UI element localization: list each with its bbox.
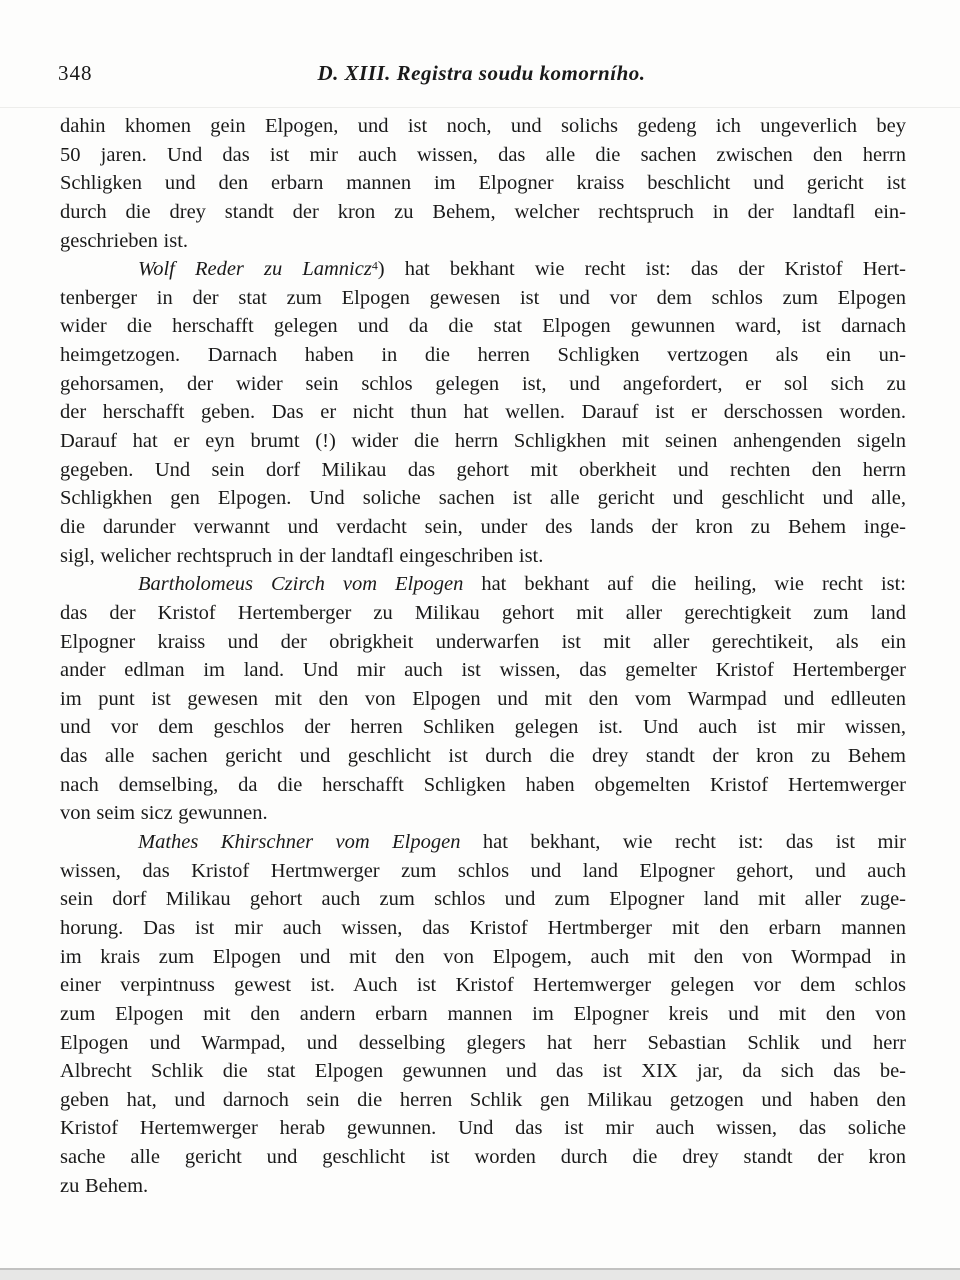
text-run: heimgetzogen. Darnach haben in die herren Schligken vertzogen als ein un- xyxy=(60,344,906,367)
text-run: sigl, welicher rechtspruch in der landtafl eingeschriben ist. xyxy=(60,544,544,567)
text-line xyxy=(60,1172,906,1201)
text-line xyxy=(60,198,906,227)
paragraph xyxy=(60,828,906,1200)
text-line xyxy=(60,1057,906,1086)
text-line xyxy=(60,312,906,341)
text-run: horung. Das ist mir auch wissen, das Kristof Hertmberger mit den erbarn mannen xyxy=(60,916,906,939)
text-line xyxy=(60,971,906,1000)
text-run: dahin khomen gein Elpogen, und ist noch, und solichs gedeng ich ungeverlich bey xyxy=(60,115,906,137)
text-run: zum Elpogen mit den andern erbarn mannen im Elpogner kreis und mit den von xyxy=(60,1002,906,1025)
text-line xyxy=(60,599,906,628)
text-line xyxy=(60,255,906,284)
text-line xyxy=(60,1114,906,1143)
text-line xyxy=(60,456,906,485)
text-line xyxy=(60,656,906,685)
text-run: das alle sachen gericht und geschlicht ist durch die drey standt der kron zu Behem xyxy=(60,745,906,768)
text-run: einer verpintnuss gewest ist. Auch ist Kristof Hertemwerger gelegen vor dem schlos xyxy=(60,974,906,997)
text-line xyxy=(60,513,906,542)
text-run: sache alle gericht und geschlicht ist worden durch die drey standt der kron xyxy=(60,1146,906,1169)
text-run: Elpogen und Warmpad, und desselbing glegers hat herr Sebastian Schlik und herr xyxy=(60,1031,906,1054)
text-run: von seim sicz gewunnen. xyxy=(60,802,268,825)
text-line xyxy=(60,857,906,886)
text-line xyxy=(60,227,906,256)
text-line xyxy=(60,1086,906,1115)
text-line xyxy=(60,570,906,599)
text-line xyxy=(60,713,906,742)
text-run: das der Kristof Hertemberger zu Milikau gehort mit aller gerechtigkeit zum land xyxy=(60,601,906,624)
header-rule xyxy=(0,107,960,108)
running-title: D. XIII. Registra soudu komorního. xyxy=(317,61,646,85)
text-run: im punt ist gewesen mit den von Elpogen und mit den vom Warmpad und edlleuten xyxy=(60,687,906,710)
scan-edge-bottom xyxy=(0,1268,960,1280)
text-line xyxy=(60,1000,906,1029)
text-line xyxy=(60,685,906,714)
italic-text-run: Mathes Khirschner vom Elpogen xyxy=(138,831,461,854)
text-run: ) hat bekhant wie recht ist: das der Kristof Hert- xyxy=(377,258,906,281)
text-run: Albrecht Schlik die stat Elpogen gewunnen und das ist XIX jar, da sich das be- xyxy=(60,1060,906,1083)
paragraph xyxy=(60,255,906,570)
text-run: wissen, das Kristof Hertmwerger zum schlos und land Elpogner gehort, und auch xyxy=(60,859,906,882)
text-line xyxy=(60,141,906,170)
text-line xyxy=(60,398,906,427)
text-run: sein dorf Milikau gehort auch zum schlos und zum Elpogner land mit aller zuge- xyxy=(60,888,906,911)
text-run: der herschafft geben. Das er nicht thun hat wellen. Darauf ist er derschossen worden. xyxy=(60,401,906,424)
text-run: Schligkhen gen Elpogen. Und soliche sachen ist alle gericht und geschlicht und alle, xyxy=(60,487,906,510)
text-run: gegeben. Und sein dorf Milikau das gehort mit oberkheit und rechten den herrn xyxy=(60,458,906,481)
page-number: 348 xyxy=(58,61,93,85)
text-run: im krais zum Elpogen und mit den von Elpogem, auch mit den von Wormpad in xyxy=(60,945,906,968)
text-line xyxy=(60,484,906,513)
text-line xyxy=(60,885,906,914)
text-run: ander edlman im land. Und mir auch ist wissen, das gemelter Kristof Hertemberger xyxy=(60,659,906,682)
text-line xyxy=(60,799,906,828)
paragraph xyxy=(60,112,906,255)
text-run: wider die herschafft gelegen und da die stat Elpogen gewunnen ward, ist darnach xyxy=(60,315,906,338)
text-line xyxy=(60,341,906,370)
text-run: hat bekhant auf die heiling, wie recht ist: xyxy=(463,573,907,596)
text-line xyxy=(60,169,906,198)
text-run: geben hat, und darnoch sein die herren Schlik gen Milikau getzogen und haben den xyxy=(60,1088,906,1111)
page-header xyxy=(58,58,905,88)
text-run: nach demselbing, da die herschafft Schligken haben obgemelten Kristof Hertemwerger xyxy=(60,773,906,796)
text-run: Elpogner kraiss und der obrigkheit underwarfen ist mit aller gerechtikeit, als ein xyxy=(60,630,906,653)
text-line xyxy=(60,828,906,857)
text-line xyxy=(60,112,906,141)
text-line xyxy=(60,628,906,657)
text-run: die darunder verwannt und verdacht sein, under des lands der kron zu Behem inge- xyxy=(60,515,906,538)
paragraph xyxy=(60,570,906,828)
text-line xyxy=(60,284,906,313)
text-run: Schligken und den erbarn mannen im Elpogner kraiss beschlicht und gericht ist xyxy=(60,172,906,195)
footnote-marker: 4 xyxy=(371,258,378,273)
text-run: hat bekhant, wie recht ist: das ist mir xyxy=(460,831,906,854)
text-body xyxy=(60,112,906,1200)
text-line xyxy=(60,1029,906,1058)
text-line xyxy=(60,1143,906,1172)
text-run: Kristof Hertemwerger herab gewunnen. Und das ist mir auch wissen, das soliche xyxy=(60,1117,906,1140)
text-line xyxy=(60,542,906,571)
text-line xyxy=(60,771,906,800)
text-run: zu Behem. xyxy=(60,1174,149,1197)
text-line xyxy=(60,914,906,943)
italic-text-run: Wolf Reder zu Lamnicz xyxy=(138,258,372,281)
text-line xyxy=(60,742,906,771)
text-run: gehorsamen, der wider sein schlos gelegen ist, und angefordert, er sol sich zu xyxy=(60,372,906,395)
text-run: 50 jaren. Und das ist mir auch wissen, das alle die sachen zwischen den herrn xyxy=(60,143,906,166)
text-run: und vor dem geschlos der herren Schliken gelegen ist. Und auch ist mir wissen, xyxy=(60,716,906,739)
text-run: Darauf hat er eyn brumt (!) wider die herrn Schligkhen mit seinen anhengenden sigeln xyxy=(60,430,906,453)
text-line xyxy=(60,370,906,399)
text-run: durch die drey standt der kron zu Behem, welcher rechtspruch in der landtafl ein- xyxy=(60,200,906,223)
text-line xyxy=(60,427,906,456)
text-run: tenberger in der stat zum Elpogen gewesen ist und vor dem schlos zum Elpogen xyxy=(60,286,906,309)
italic-text-run: Bartholomeus Czirch vom Elpogen xyxy=(138,573,464,596)
text-line xyxy=(60,943,906,972)
text-run: geschrieben ist. xyxy=(60,229,189,252)
